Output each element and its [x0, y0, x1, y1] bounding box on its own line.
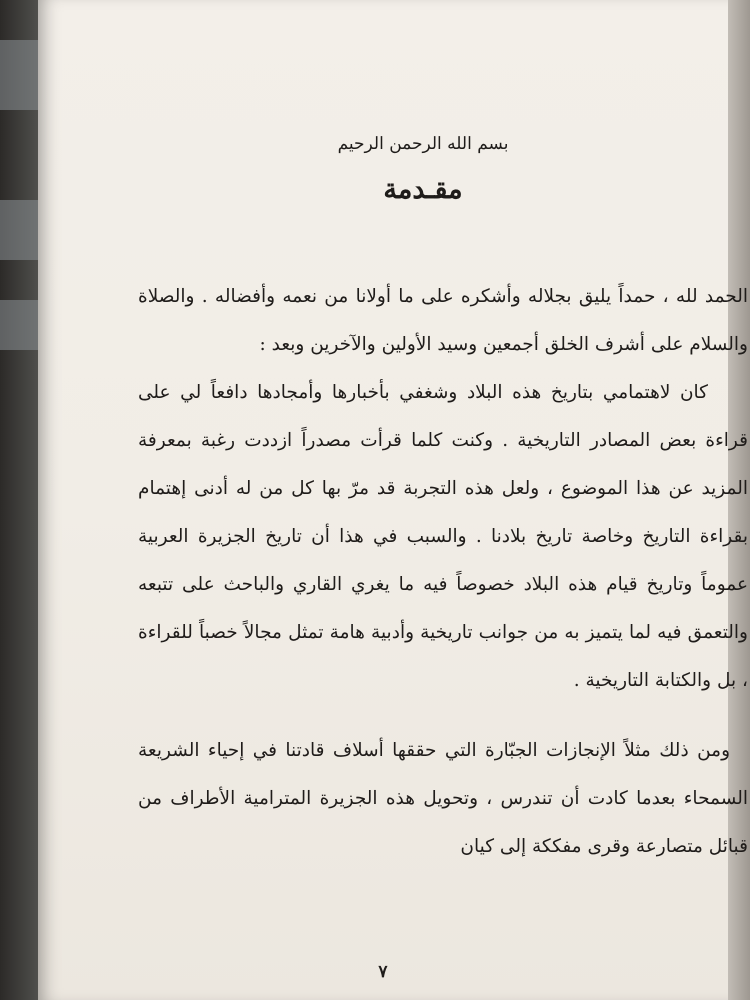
- basmala: بسم الله الرحمن الرحيم: [337, 134, 509, 154]
- book-page: [38, 0, 748, 1000]
- page-number: ٧: [378, 962, 388, 982]
- paragraph-intro: الحمد لله ، حمداً يليق بجلاله وأشكره على ما أولانا من نعمه وأفضاله . والصلاة والسلام على أشرف الخلق أجمعين وسيد الأولين والآخرين وبعد :: [138, 286, 748, 355]
- page-content: [138, 120, 748, 871]
- paragraph-body: كان لاهتمامي بتاريخ هذه البلاد وشغفي بأخبارها وأمجادها دافعاً لي على قراءة بعض المصادر التاريخية . وكنت كلما قرأت مصدراً ازددت رغبة بمعرفة المزيد عن هذا الموضوع ، ولعل هذه التجربة قد مرّ بها كل من له أدنى إهتمام بقراءة التاريخ وخاصة تاريخ بلادنا . والسبب في هذا أن تاريخ الجزيرة العربية عموماً وتاريخ قيام هذه البلاد خصوصاً فيه ما يغري القاري والباحث على تتبعه والتعمق فيه لما يتميز به من جوانب تاريخية وأدبية هامة تمثل مجالاً خصباً للقراءة ، بل والكتابة التاريخية .: [138, 382, 748, 691]
- page-title: مقـدمة: [383, 174, 463, 205]
- paragraph-continued: ومن ذلك مثلاً الإنجازات الجبّارة التي حققها أسلاف قادتنا في إحياء الشريعة السمحاء بعدما كادت أن تندرس ، وتحويل هذه الجزيرة المترامية الأطراف من قبائل متصارعة وقرى مفككة إلى كيان: [138, 740, 748, 857]
